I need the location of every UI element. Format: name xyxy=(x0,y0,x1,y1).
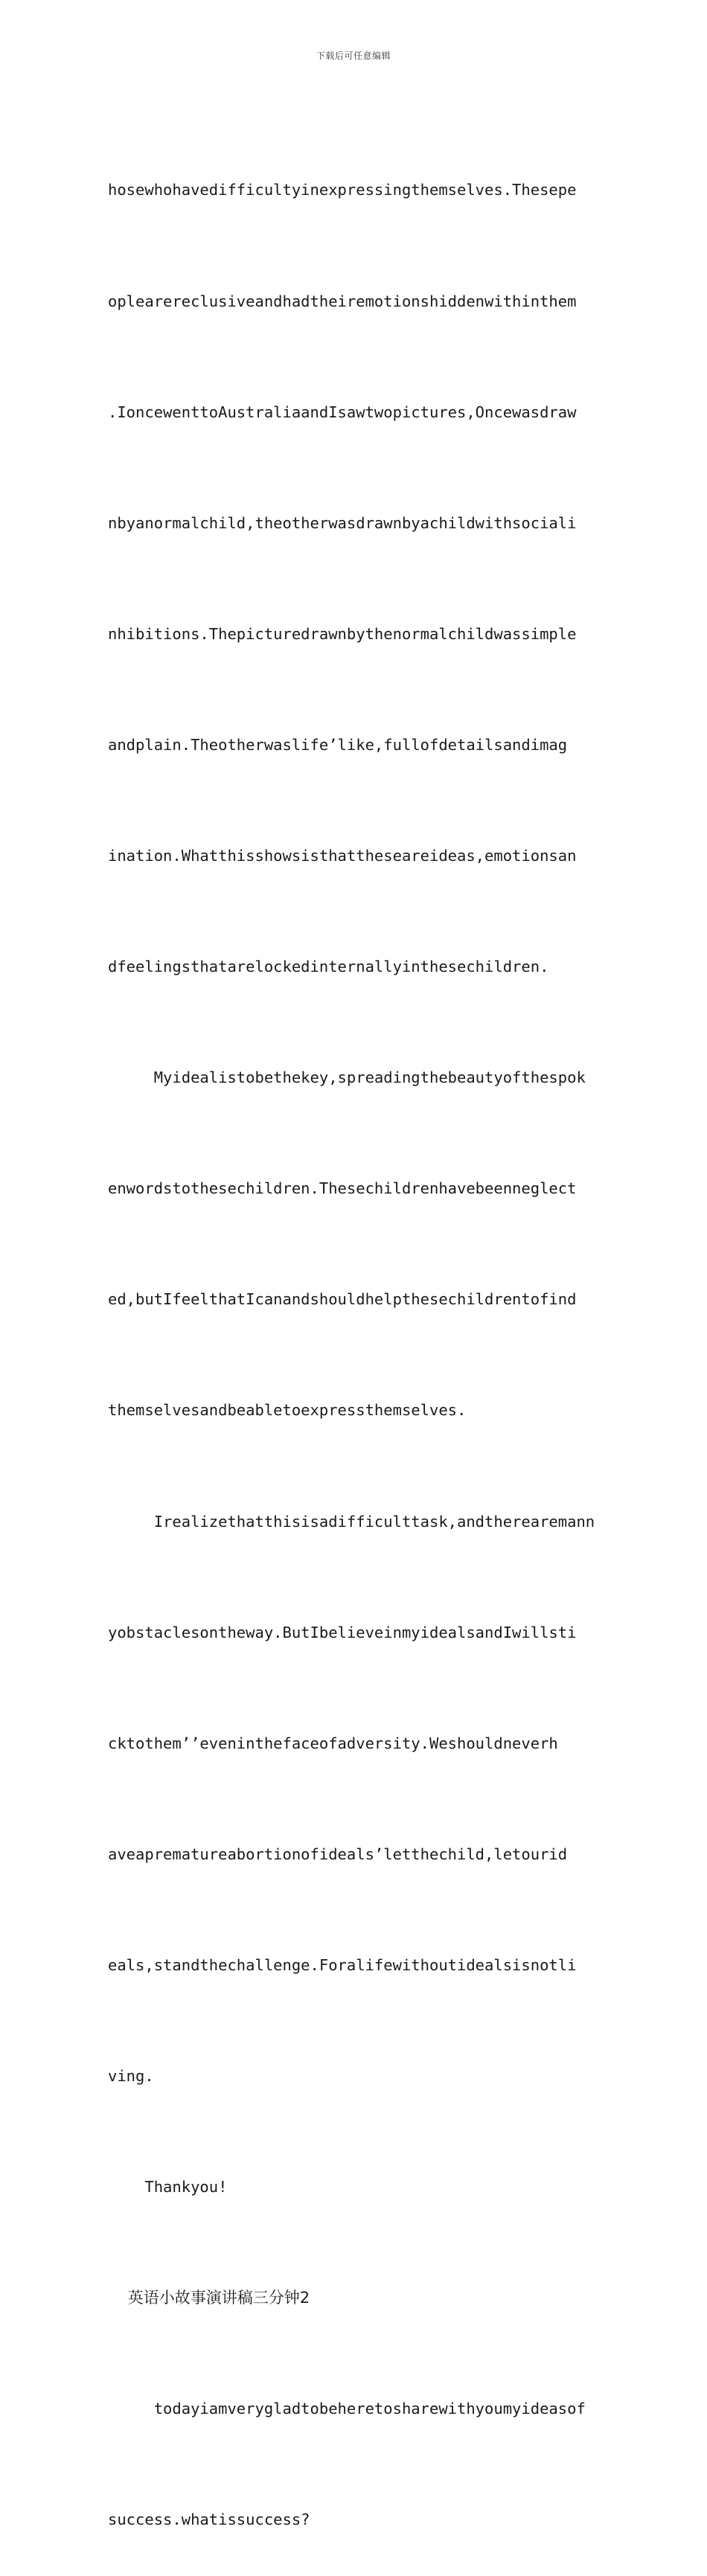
text-line: nbyanormalchild,theotherwasdrawnbyachildwithsociali xyxy=(108,513,577,532)
text-line: Irealizethatthisisadifficulttask,andtherearemann xyxy=(108,1512,595,1531)
text-line: success.whatissuccess? xyxy=(108,2511,310,2529)
text-line: andplain.Theotherwaslife’like,fullofdetailsandimag xyxy=(108,735,568,754)
text-line: themselvesandbeabletoexpressthemselves. xyxy=(108,1401,467,1420)
text-line: aveaprematureabortionofideals’letthechild,letourid xyxy=(108,1845,568,1863)
text-line: eals,standthechallenge.Foralifewithoutidealsisnotli xyxy=(108,1955,577,1974)
text-line: cktothem’’eveninthefaceofadversity.Weshouldneverh xyxy=(108,1734,558,1752)
text-line: hosewhohavedifficultyinexpressingthemselves.Thesepe xyxy=(108,181,577,199)
text-line: oplearereclusiveandhadtheiremotionshiddenwithinthem xyxy=(108,292,577,310)
page-header: 下载后可任意编辑 xyxy=(316,51,391,61)
text-line: dfeelingsthatarelockedinternallyinthesechildren. xyxy=(108,958,549,976)
text-line: ination.Whatthisshowsisthattheseareideas,emotionsan xyxy=(108,846,577,865)
text-line: ed,butIfeelthatIcanandshouldhelpthesechildrentofind xyxy=(108,1290,577,1309)
text-line: todayiamverygladtobeheretosharewithyoumyideasof xyxy=(108,2400,586,2418)
text-line: nhibitions.Thepicturedrawnbythenormalchildwassimple xyxy=(108,624,577,643)
text-line: .IoncewenttoAustraliaandIsawtwopictures,Oncewasdraw xyxy=(108,403,577,421)
text-line: yobstaclesontheway.ButIbelieveinmyidealsandIwillsti xyxy=(108,1623,577,1641)
text-line: enwordstothesechildren.Thesechildrenhavebeenneglect xyxy=(108,1179,577,1198)
text-line: ving. xyxy=(108,2067,154,2085)
section-heading: 英语小故事演讲稿三分钟2 xyxy=(108,2289,310,2307)
text-line: Myidealistobethekey,spreadingthebeautyofthespok xyxy=(108,1068,586,1087)
text-line: Thankyou! xyxy=(108,2178,228,2197)
document-body xyxy=(108,98,607,2576)
